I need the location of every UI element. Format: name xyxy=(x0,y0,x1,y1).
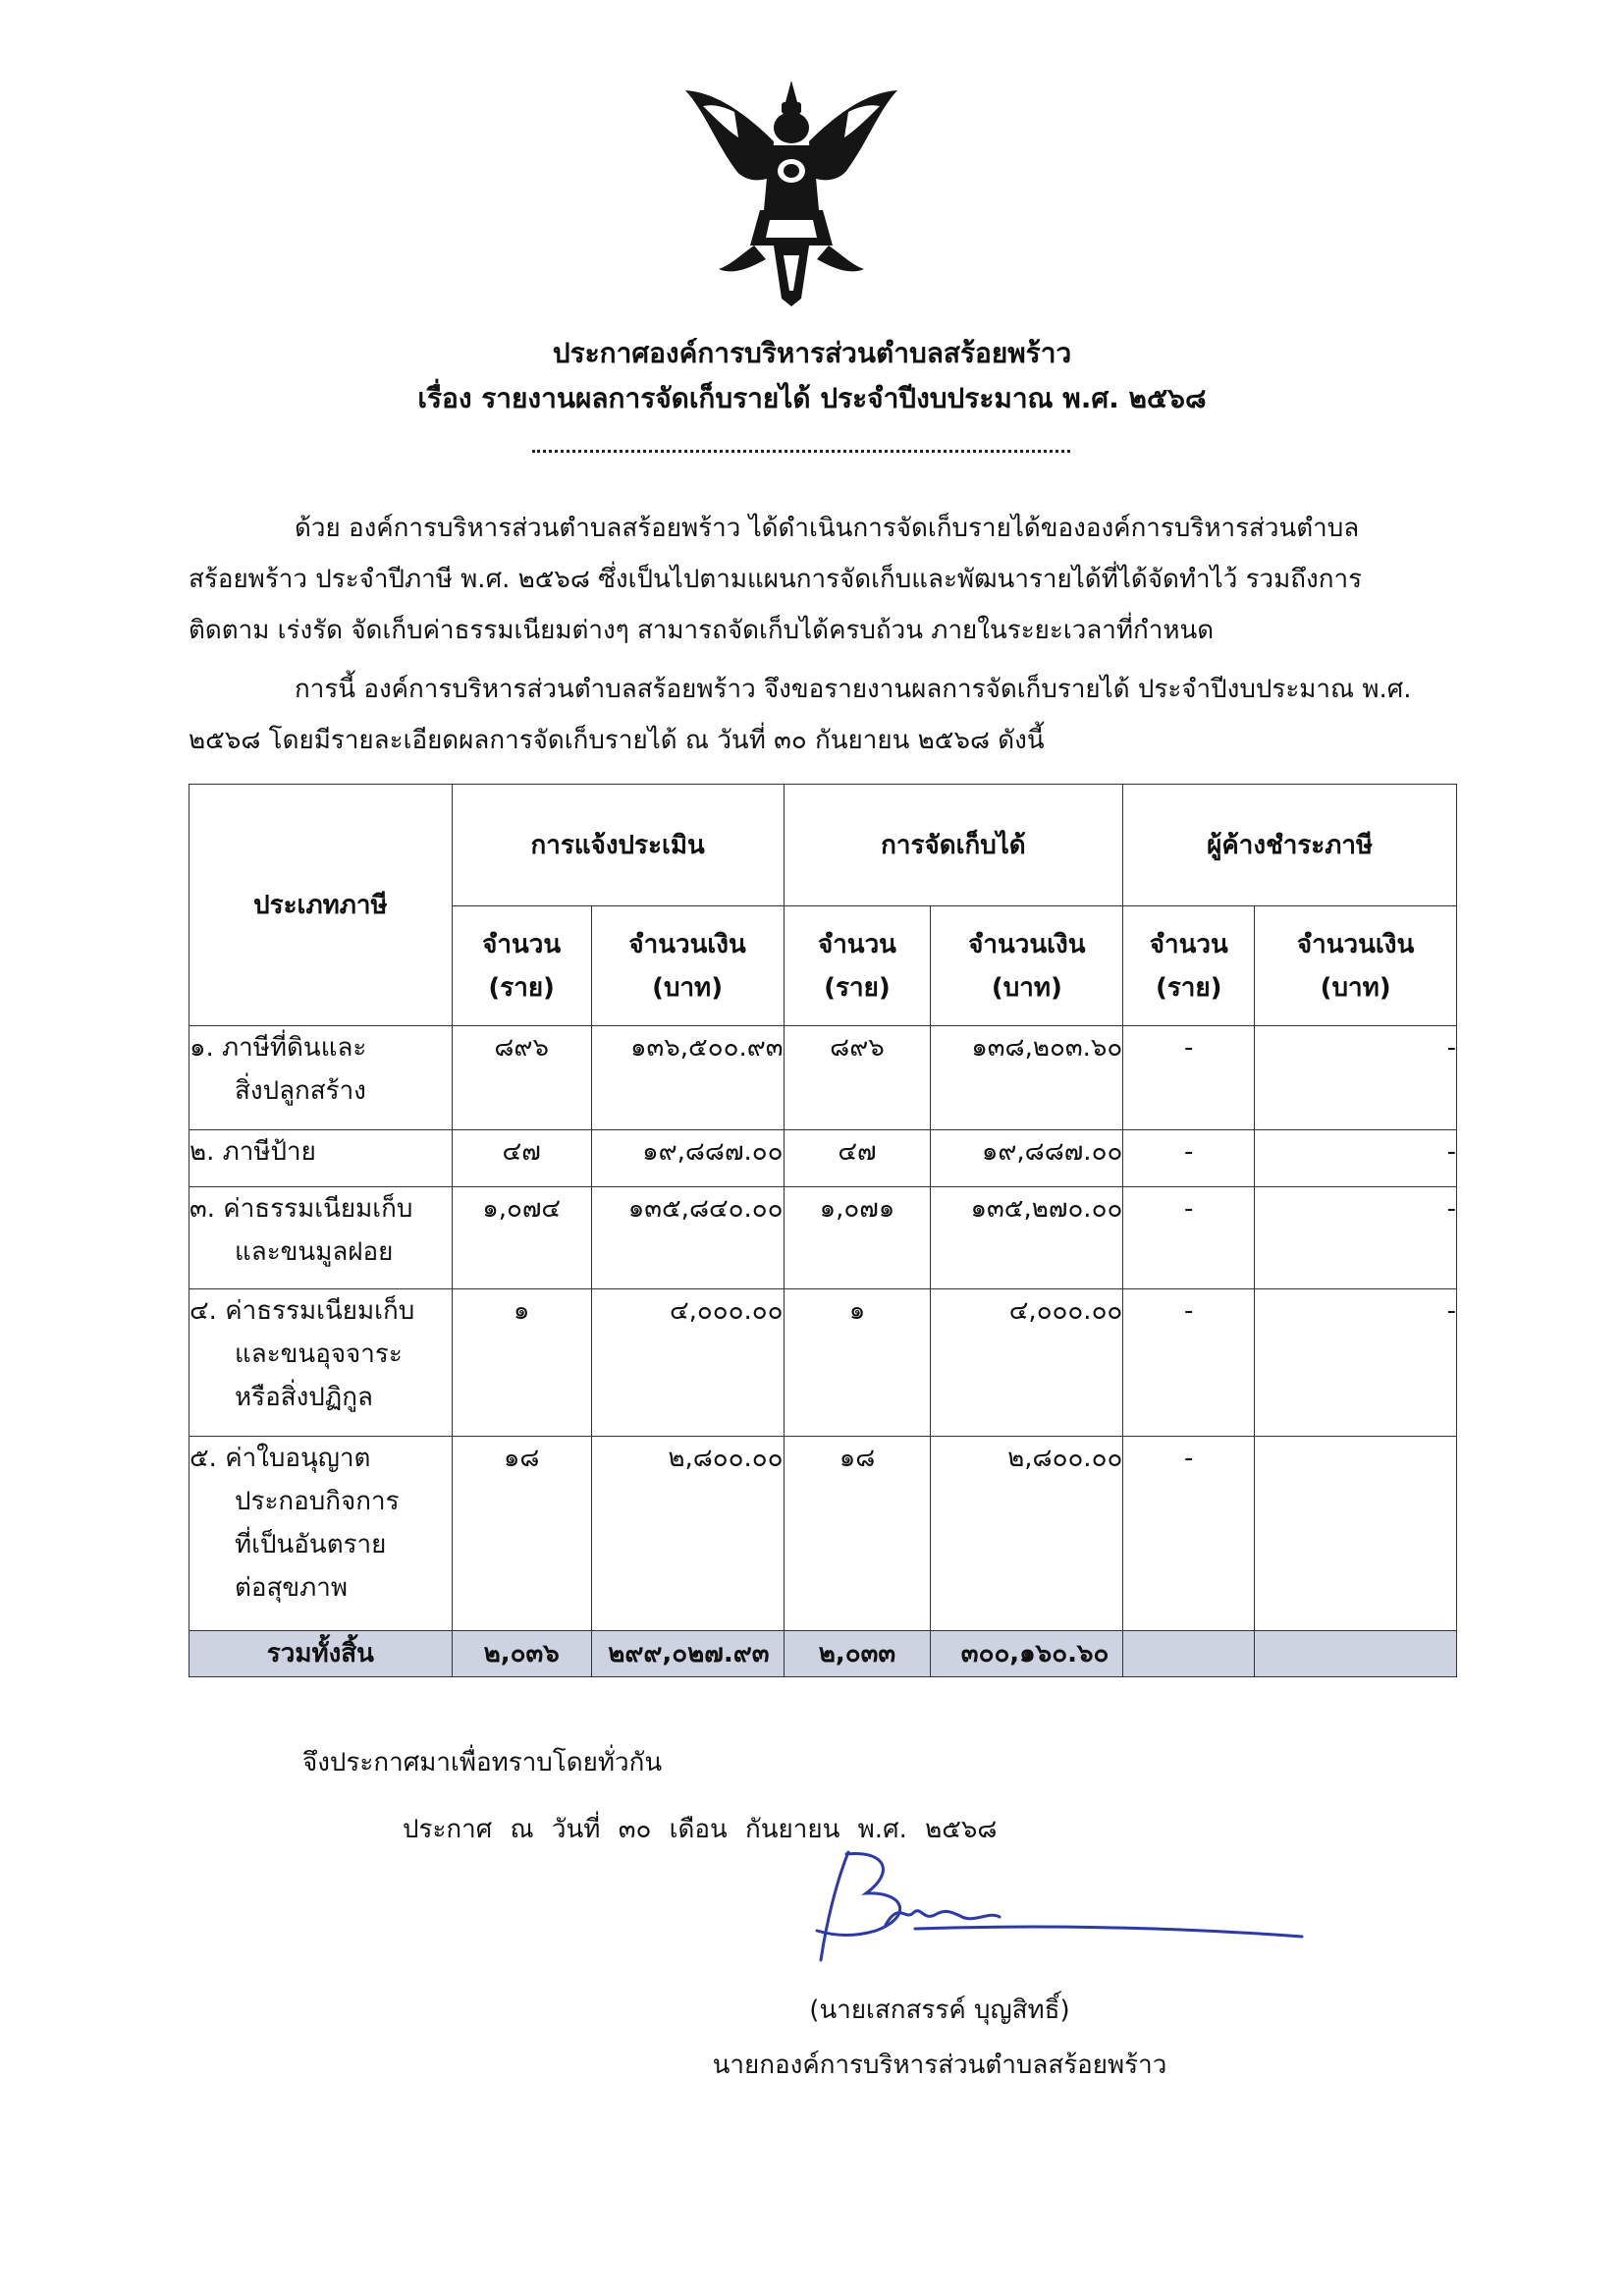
signer-name: (นายเสกสรรค์ บุญสิทธิ์) xyxy=(809,1995,1070,2025)
header-assessment: การแจ้งประเมิน xyxy=(452,785,784,906)
row-assess-count: ๑๘ xyxy=(452,1437,591,1631)
subheader-coll-count: จำนวน (ราย) xyxy=(784,906,931,1026)
closing-line: จึงประกาศมาเพื่อทราบโดยทั่วกัน xyxy=(302,1748,663,1777)
row-coll-count: ๔๗ xyxy=(784,1130,931,1187)
row-out-amount: - xyxy=(1255,1289,1457,1437)
row-assess-count: ๑,๐๗๔ xyxy=(452,1187,591,1289)
signer-position: นายกองค์การบริหารส่วนตำบลสร้อยพร้าว xyxy=(712,2050,1167,2080)
row-out-count: - xyxy=(1123,1187,1255,1289)
garuda-emblem-icon xyxy=(676,73,907,308)
announcement-title: ประกาศองค์การบริหารส่วนตำบลสร้อยพร้าว xyxy=(552,337,1072,369)
total-out-amount xyxy=(1255,1631,1457,1677)
row-assess-amount: ๒,๘๐๐.๐๐ xyxy=(591,1437,784,1631)
total-coll-count: ๒,๐๓๓ xyxy=(784,1631,931,1677)
row-out-count: - xyxy=(1123,1437,1255,1631)
subheader-coll-amount: จำนวนเงิน (บาท) xyxy=(931,906,1123,1026)
row-coll-amount: ๑๙,๘๘๗.๐๐ xyxy=(931,1130,1123,1187)
row-assess-amount: ๑๓๕,๘๔๐.๐๐ xyxy=(591,1187,784,1289)
row-tax-name: ๕. ค่าใบอนุญาต ประกอบกิจการ ที่เป็นอันตราย ต่อสุขภาพ xyxy=(189,1437,453,1631)
row-out-amount: - xyxy=(1255,1130,1457,1187)
handwritten-signature-icon xyxy=(797,1842,1308,1970)
row-out-amount: - xyxy=(1255,1026,1457,1130)
table-row xyxy=(189,1026,1457,1130)
row-out-amount xyxy=(1255,1437,1457,1631)
row-coll-count: ๑๘ xyxy=(784,1437,931,1631)
body-paragraph-2: การนี้ องค์การบริหารส่วนตำบลสร้อยพร้าว จึงขอรายงานผลการจัดเก็บรายได้ ประจำปีงบประมาณ พ.ศ. ๒๕๖๘ โดยมีรายละเอียดผลการจัดเก็บรายได้ ณ วันที่ ๓๐ กันยายน ๒๕๖๘ ดังนี้ xyxy=(189,675,1412,755)
header-tax-type: ประเภทภาษี xyxy=(189,785,453,1026)
table-row xyxy=(189,1289,1457,1437)
row-assess-amount: ๑๙,๘๘๗.๐๐ xyxy=(591,1130,784,1187)
subheader-assess-count: จำนวน (ราย) xyxy=(452,906,591,1026)
row-tax-name: ๔. ค่าธรรมเนียมเก็บ และขนอุจจาระ หรือสิ่งปฏิกูล xyxy=(189,1289,453,1437)
row-out-amount: - xyxy=(1255,1187,1457,1289)
row-out-count: - xyxy=(1123,1130,1255,1187)
row-coll-amount: ๑๓๕,๒๗๐.๐๐ xyxy=(931,1187,1123,1289)
row-assess-count: ๘๙๖ xyxy=(452,1026,591,1130)
total-row xyxy=(189,1631,1457,1677)
header-collected: การจัดเก็บได้ xyxy=(784,785,1123,906)
row-coll-amount: ๑๓๘,๒๐๓.๖๐ xyxy=(931,1026,1123,1130)
header-outstanding: ผู้ค้างชำระภาษี xyxy=(1123,785,1457,906)
row-out-count: - xyxy=(1123,1026,1255,1130)
row-coll-count: ๘๙๖ xyxy=(784,1026,931,1130)
subheader-assess-amount: จำนวนเงิน (บาท) xyxy=(591,906,784,1026)
total-assess-amount: ๒๙๙,๐๒๗.๙๓ xyxy=(591,1631,784,1677)
row-coll-amount: ๔,๐๐๐.๐๐ xyxy=(931,1289,1123,1437)
subheader-out-count: จำนวน (ราย) xyxy=(1123,906,1255,1026)
row-coll-count: ๑ xyxy=(784,1289,931,1437)
row-coll-amount: ๒,๘๐๐.๐๐ xyxy=(931,1437,1123,1631)
table-header-row xyxy=(189,785,1457,906)
dotted-divider xyxy=(532,450,1070,453)
table-row xyxy=(189,1130,1457,1187)
subheader-out-amount: จำนวนเงิน (บาท) xyxy=(1255,906,1457,1026)
row-assess-amount: ๑๓๖,๕๐๐.๙๓ xyxy=(591,1026,784,1130)
body-paragraph-1: ด้วย องค์การบริหารส่วนตำบลสร้อยพร้าว ได้ดำเนินการจัดเก็บรายได้ขององค์การบริหารส่วนตำบลสร้อยพร้าว ประจำปีภาษี พ.ศ. ๒๕๖๘ ซึ่งเป็นไปตามแผนการจัดเก็บและพัฒนารายได้ที่ได้จัดทำไว้ รวมถึงการติดตาม เร่งรัด จัดเก็บค่าธรรมเนียมต่างๆ สามารถจัดเก็บได้ครบถ้วน ภายในระยะเวลาที่กำหนด xyxy=(189,514,1363,645)
total-label: รวมทั้งสิ้น xyxy=(189,1631,453,1677)
row-assess-count: ๑ xyxy=(452,1289,591,1437)
total-out-count xyxy=(1123,1631,1255,1677)
announcement-subject: เรื่อง รายงานผลการจัดเก็บรายได้ ประจำปีงบประมาณ พ.ศ. ๒๕๖๘ xyxy=(417,382,1207,414)
total-assess-count: ๒,๐๓๖ xyxy=(452,1631,591,1677)
table-row xyxy=(189,1437,1457,1631)
row-out-count: - xyxy=(1123,1289,1255,1437)
announcement-date: ประกาศ ณ วันที่ ๓๐ เดือน กันยายน พ.ศ. ๒๕๖๘ xyxy=(403,1815,998,1844)
row-assess-amount: ๔,๐๐๐.๐๐ xyxy=(591,1289,784,1437)
revenue-table xyxy=(189,784,1457,1677)
table-row xyxy=(189,1187,1457,1289)
row-tax-name: ๒. ภาษีป้าย xyxy=(189,1130,453,1187)
row-tax-name: ๓. ค่าธรรมเนียมเก็บ และขนมูลฝอย xyxy=(189,1187,453,1289)
row-coll-count: ๑,๐๗๑ xyxy=(784,1187,931,1289)
row-tax-name: ๑. ภาษีที่ดินและ สิ่งปลูกสร้าง xyxy=(189,1026,453,1130)
row-assess-count: ๔๗ xyxy=(452,1130,591,1187)
total-coll-amount: ๓๐๐,๑๖๐.๖๐ xyxy=(931,1631,1123,1677)
